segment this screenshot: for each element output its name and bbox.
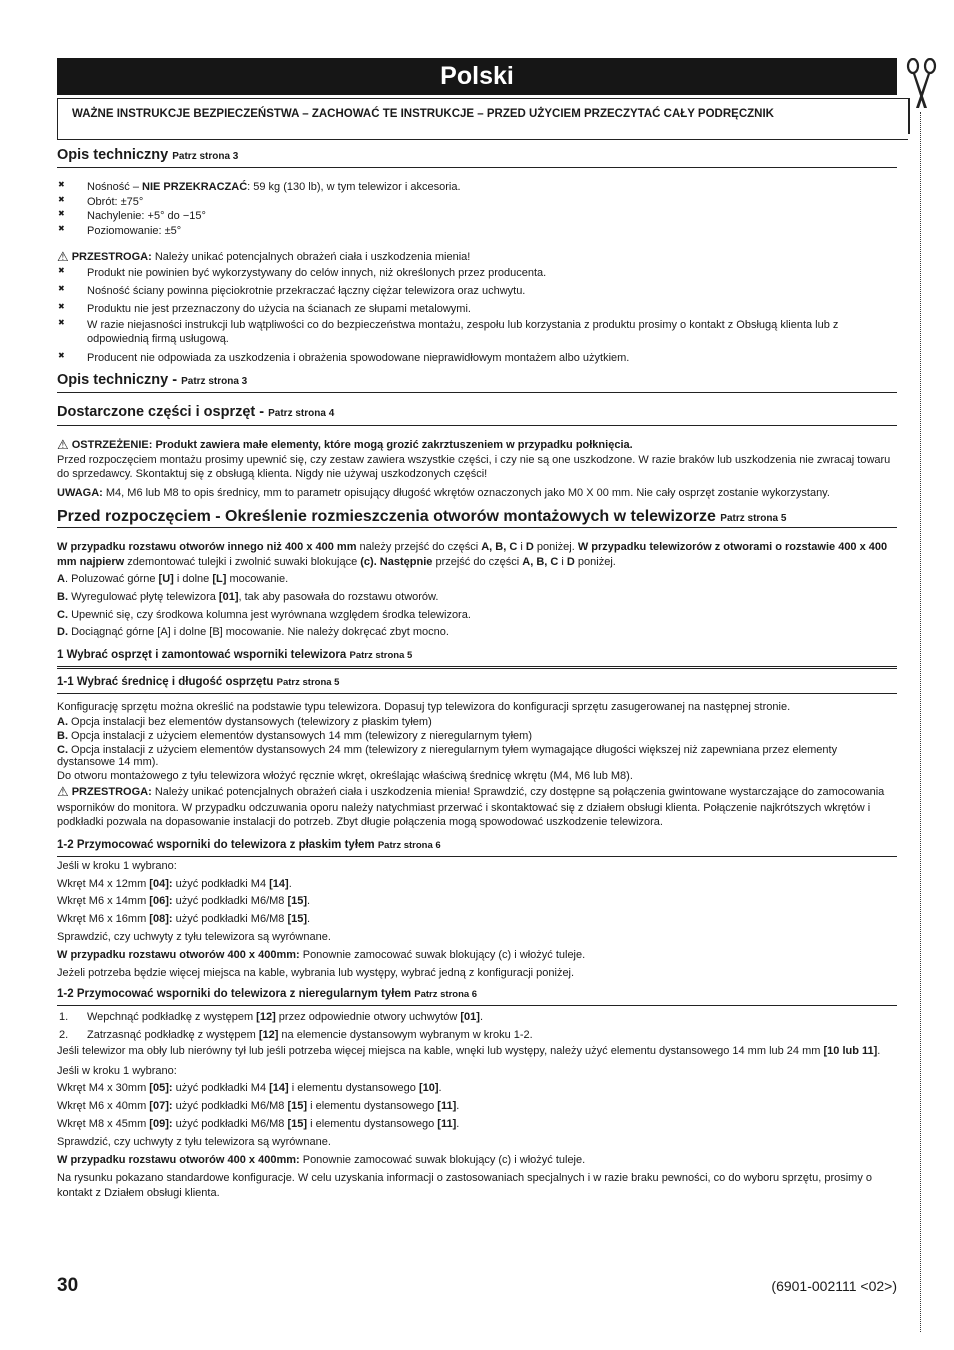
list-item: ✖ Nachylenie: +5° do −15°	[57, 209, 897, 224]
step12b-heading: 1-2 Przymocować wsporniki do telewizora z nieregularnym tyłem Patrz strona 6	[57, 987, 897, 1006]
before-steps	[57, 571, 897, 641]
spec-list	[57, 180, 897, 238]
step12a-body	[57, 858, 897, 983]
list-item: ✖ Nośność – NIE PRZEKRACZAĆ: 59 kg (130 lb), w tym telewizor i akcesoria.	[57, 180, 897, 195]
step11-heading: 1-1 Wybrać średnicę i długość osprzętu Patrz strona 5	[57, 675, 897, 694]
screw-row: Wkręt M6 x 14mm [06]: użyć podkładki M6/M8 [15].	[57, 895, 311, 908]
parts-paragraph: Przed rozpoczęciem montażu prosimy upewnić się, czy zestaw zawiera wszystkie części, i czy nie są one uszkodzone. W razie braków lub uszkodzenia nie zwracaj towaru do sprzedawcy. Skontaktuj się z obsługą klienta. Nigdy nie używaj uszkodzonych części!	[57, 453, 891, 481]
caution-paragraph: ⚠ PRZESTROGA: Należy unikać potencjalnych obrażeń ciała i uszkodzenia mienia! Sprawdzić, czy dostępne są połączenia gwintowane wystarczające do zamocowania wsporników do monitora. W przypadku odczuwania oporu należy natychmiast przerwać i skontaktować się z działem obsługi klienta. Połączenie najkrótszych wkrętów i podkładki pozwala na dopasowanie instalacji do potrzeb. Zbyt długie połączenia mogą spowodować uszkodzenie telewizora.	[57, 784, 885, 829]
screw-row: Wkręt M6 x 16mm [08]: użyć podkładki M6/M8 [15].	[57, 913, 311, 926]
step1-heading: 1 Wybrać osprzęt i zamontować wsporniki telewizora Patrz strona 5	[57, 648, 897, 669]
list-item: ✖ W razie niejasności instrukcji lub wątpliwości co do bezpieczeństwa montażu, zespołu lub korzystania z produktu prosimy o kontakt z Obsługą klienta lub z odpowiednią firmą usługową.	[57, 318, 897, 347]
option-a: A. Opcja instalacji bez elementów dystansowych (telewizory z płaskim tyłem)	[57, 715, 432, 728]
list-item: ✖ Produktu nie jest przeznaczony do użycia na ścianach ze słupami metalowymi.	[57, 301, 897, 319]
step-b: B. Wyregulować płytę telewizora [01], tak aby pasowała do rozstawu otworów.	[57, 591, 439, 603]
spec-heading-2: Opis techniczny - Patrz strona 3	[57, 371, 897, 393]
step-a: A. Poluzować górne [U] i dolne [L] mocowanie.	[57, 573, 289, 586]
round-back-paragraph: Jeśli telewizor ma obły lub nierówny tył lub jeśli potrzeba więcej miejsca na kable, wnęki lub występy, należy użyć elementu dystansowego 14 mm lub 24 mm [10 lub 11].	[57, 1045, 881, 1058]
caution-line: ⚠ PRZESTROGA: Należy unikać potencjalnych obrażeń ciała i uszkodzenia mienia!	[57, 249, 471, 265]
if-selected: Jeśli w kroku 1 wybrano:	[57, 859, 177, 872]
before-heading: Przed rozpoczęciem - Określenie rozmieszczenia otworów montażowych w telewizorze Patrz strona 5	[57, 506, 897, 528]
document-code: (6901-002111 <02>)	[771, 1278, 897, 1294]
screw-row: Wkręt M4 x 12mm [04]: użyć podkładki M4 [14].	[57, 877, 292, 890]
option-b: B. Opcja instalacji z użyciem elementów dystansowych 14 mm (telewizory z nieregularnym tyłem)	[57, 730, 532, 743]
list-item: ✖ Poziomowanie: ±5°	[57, 224, 897, 239]
step11-intro: Konfigurację sprzętu można określić na podstawie typu telewizora. Dopasuj typ telewizora do konfiguracji sprzętu zasugerowanej na następnej stronie.	[57, 701, 791, 714]
list-item: 2. Zatrzasnąć podkładkę z występem [12] na elemencie dystansowym wybranym w kroku 1-2.	[59, 1028, 533, 1041]
if-selected: Jeśli w kroku 1 wybrano:	[57, 1064, 177, 1077]
screw-row: Wkręt M6 x 40mm [07]: użyć podkładki M6/M8 [15] i elementu dystansowego [11].	[57, 1100, 460, 1113]
option-c: C. Opcja instalacji z użyciem elementów dystansowych 24 mm (telewizory z nieregularnym tyłem wymagające długości większej niż zapewniana przez elementy dystansowe 14 mm).	[57, 743, 838, 769]
parts-heading: Dostarczone części i osprzęt - Patrz strona 4	[57, 403, 897, 425]
step-c: C. Upewnić się, czy środkowa kolumna jest wyrównana względem środka telewizora.	[57, 608, 471, 621]
step12a-heading: 1-2 Przymocować wsporniki do telewizora z płaskim tyłem Patrz strona 6	[57, 838, 897, 857]
warning-triangle-icon: ⚠	[57, 784, 69, 800]
step12b-list	[57, 1009, 897, 1045]
list-item: ✖ Nośność ściany powinna pięciokrotnie przekraczać łączny ciężar telewizora oraz uchwytu.	[57, 283, 897, 301]
spacing-400-line: W przypadku rozstawu otworów 400 x 400mm: Ponownie zamocować suwak blokujący (c) i włożyć tuleje.	[57, 948, 586, 961]
warning-line: ⚠ OSTRZEŻENIE: Produkt zawiera małe elementy, które mogą grozić zakrztuszeniem w przypadku połknięcia.	[57, 436, 633, 452]
before-intro: W przypadku rozstawu otworów innego niż 400 x 400 mm należy przejść do części A, B, C i D poniżej. W przypadku telewizorów z otworami o rozstawie 400 x 400 mm najpierw zdemontować tulejki i zwolnić suwaki blokujące (c). Następnie przejść do części A, B, C i D poniżej.	[57, 541, 888, 568]
step12b-body	[57, 1009, 897, 1170]
more-space-line: Jeżeli potrzeba będzie więcej miejsca na kable, wybrania lub występy, wybrać jedną z konfiguracji poniżej.	[57, 966, 575, 979]
footer	[57, 1273, 897, 1298]
screw-paragraph: Do otworu montażowego z tyłu telewizora włożyć ręcznie wkręt, określając właściwą średnicę wkrętu (M4, M6 lub M8).	[57, 769, 633, 782]
list-item: ✖ Producent nie odpowiada za uszkodzenia i obrażenia spowodowane nieprawidłowym montażem albo użytkiem.	[57, 350, 897, 368]
warning-triangle-icon: ⚠	[57, 249, 69, 265]
page-title: Polski	[57, 58, 897, 95]
safety-banner: WAŻNE INSTRUKCJE BEZPIECZEŃSTWA – ZACHOWAĆ TE INSTRUKCJE – PRZED UŻYCIEM PRZECZYTAĆ CAŁY PODRĘCZNIK	[57, 98, 908, 140]
final-paragraph: Na rysunku pokazano standardowe konfiguracje. W celu uzyskania informacji o zastosowaniach specjalnych i w razie braku pewności, co do wyboru sprzętu, prosimy o kontakt z Działem obsługi klienta.	[57, 1172, 873, 1199]
spec-heading: Opis techniczny Patrz strona 3	[57, 146, 897, 168]
check-line: Sprawdzić, czy uchwyty z tyłu telewizora są wyrównane.	[57, 931, 331, 944]
page-content	[57, 58, 897, 1201]
caution-list	[57, 265, 897, 367]
page-number: 30	[57, 1275, 79, 1296]
spacing-400-line: W przypadku rozstawu otworów 400 x 400mm: Ponownie zamocować suwak blokujący (c) i włożyć tuleje.	[57, 1153, 586, 1166]
cut-line	[920, 112, 921, 1332]
list-item: ✖ Obrót: ±75°	[57, 195, 897, 210]
note-paragraph: UWAGA: M4, M6 lub M8 to opis średnicy, mm to parametr opisujący długość wkrętów oznaczonych jako M0 X 00 mm. Nie cały osprzęt zostanie wykorzystany.	[57, 486, 830, 499]
step-d: D. Dociągnąć górne [A] i dolne [B] mocowanie. Nie należy dokręcać zbyt mocno.	[57, 626, 449, 639]
check-line: Sprawdzić, czy uchwyty z tyłu telewizora są wyrównane.	[57, 1135, 331, 1148]
list-item: 1. Wepchnąć podkładkę z występem [12] przez odpowiednie otwory uchwytów [01].	[59, 1010, 484, 1023]
screw-row: Wkręt M4 x 30mm [05]: użyć podkładki M4 [14] i elementu dystansowego [10].	[57, 1082, 442, 1095]
screw-row: Wkręt M8 x 45mm [09]: użyć podkładki M6/M8 [15] i elementu dystansowego [11].	[57, 1118, 460, 1131]
list-item: ✖ Produkt nie powinien być wykorzystywany do celów innych, niż określonych przez producenta.	[57, 265, 897, 283]
warning-triangle-icon: ⚠	[57, 436, 69, 452]
